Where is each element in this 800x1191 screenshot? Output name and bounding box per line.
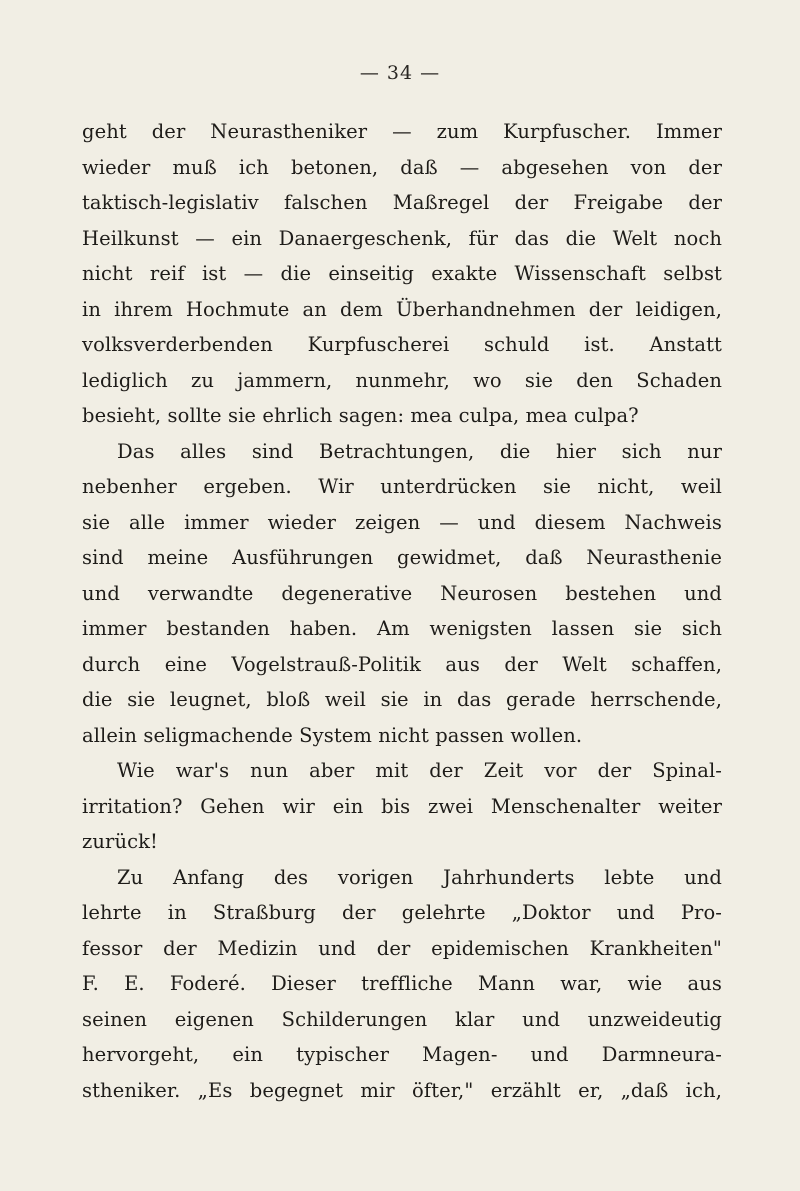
- text-line: taktisch-legislativ falschen Maßregel der Freigabe der: [82, 191, 722, 214]
- text-line: durch eine Vogelstrauß-Politik aus der Welt schaffen,: [82, 652, 722, 676]
- text-line: hervorgeht, ein typischer Magen- und Darmneura-: [82, 1043, 722, 1066]
- text-line: nicht reif ist — die einseitig exakte Wissenschaft selbst: [82, 262, 722, 285]
- text-line: seinen eigenen Schilderungen klar und unzweideutig: [82, 1007, 722, 1031]
- text-line: geht der Neurastheniker — zum Kurpfuscher. Immer: [82, 120, 722, 143]
- text-line: sind meine Ausführungen gewidmet, daß Neurasthenie: [82, 546, 722, 569]
- text-line: wieder muß ich betonen, daß — abgesehen von der: [82, 155, 722, 179]
- paragraph-start-line: Das alles sind Betrachtungen, die hier sich nur: [117, 439, 722, 463]
- text-line: immer bestanden haben. Am wenigsten lassen sie sich: [82, 617, 722, 640]
- text-line: volksverderbenden Kurpfuscherei schuld ist. Anstatt: [82, 333, 722, 356]
- text-line: zurück!: [82, 830, 158, 853]
- text-line: besieht, sollte sie ehrlich sagen: mea culpa, mea culpa?: [82, 404, 639, 427]
- text-line: und verwandte degenerative Neurosen bestehen und: [82, 581, 722, 605]
- page-number: — 34 —: [359, 62, 441, 84]
- text-line: in ihrem Hochmute an dem Überhandnehmen der leidigen,: [82, 297, 722, 321]
- text-line: nebenher ergeben. Wir unterdrücken sie nicht, weil: [82, 475, 722, 498]
- text-line: die sie leugnet, bloß weil sie in das gerade herrschende,: [82, 688, 722, 711]
- text-line: allein seligmachende System nicht passen wollen.: [82, 723, 583, 747]
- text-line: Heilkunst — ein Danaergeschenk, für das die Welt noch: [82, 226, 722, 250]
- paragraph-start-line: Wie war's nun aber mit der Zeit vor der Spinal-: [117, 759, 722, 782]
- text-line: fessor der Medizin und der epidemischen Krankheiten": [82, 936, 722, 960]
- text-line: stheniker. „Es begegnet mir öfter," erzählt er, „daß ich,: [82, 1078, 722, 1102]
- text-line: irritation? Gehen wir ein bis zwei Menschenalter weiter: [82, 794, 722, 818]
- paragraph-start-line: Zu Anfang des vorigen Jahrhunderts lebte und: [117, 865, 722, 889]
- text-line: F. E. Foderé. Dieser treffliche Mann war, wie aus: [82, 972, 722, 995]
- text-line: lehrte in Straßburg der gelehrte „Doktor und Pro-: [82, 901, 722, 924]
- text-line: lediglich zu jammern, nunmehr, wo sie den Schaden: [82, 368, 722, 392]
- text-line: sie alle immer wieder zeigen — und diesem Nachweis: [82, 510, 722, 534]
- body-text: [82, 114, 722, 1108]
